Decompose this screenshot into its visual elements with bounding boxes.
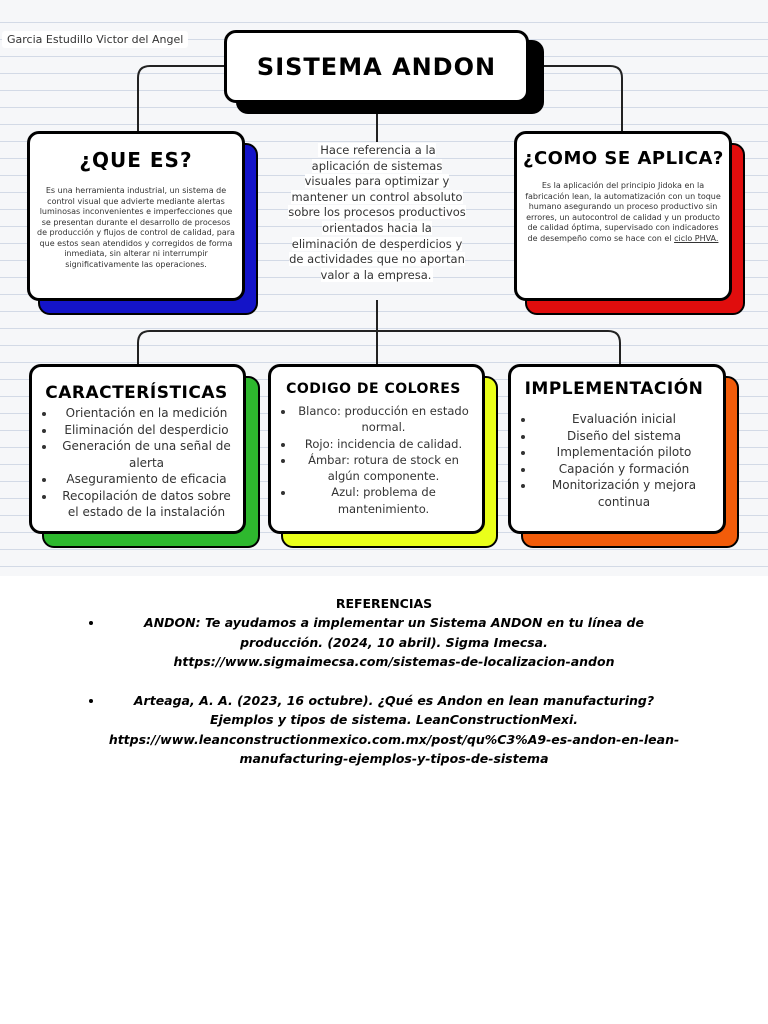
- connector-title-left: [138, 66, 226, 132]
- codigo-colores-item: • Ámbar: rotura de stock en algún componente.: [295, 452, 472, 485]
- caracteristicas-list: [36, 405, 237, 521]
- reference-item: • Arteaga, A. A. (2023, 16 octubre). ¿Qué es Andon en lean manufacturing? Ejemplos y tipos de sistema. LeanConstructionMexi. https://www.leanconstructionmexico.com.mx/post/qu%C3%A9-es-andon-en-lean-manufacturing-ejemplos-y-tipos-de-sistema: [104, 691, 684, 769]
- como-se-aplica-card: [514, 131, 732, 301]
- center-description-text: Hace referencia a la aplicación de sistemas visuales para optimizar y mantener un control absoluto sobre los procesos productivos orientados hacia la eliminación de desperdicios y de actividades que no aportan valor a la empresa.: [288, 143, 466, 282]
- caracteristicas-item: • Orientación en la medición: [56, 405, 237, 422]
- ciclo-phva-link[interactable]: ciclo PHVA.: [674, 233, 719, 243]
- caracteristicas-item: • Eliminación del desperdicio: [56, 422, 237, 439]
- codigo-colores-item: • Blanco: producción en estado normal.: [295, 403, 472, 436]
- codigo-colores-title: CODIGO DE COLORES: [286, 381, 461, 397]
- caracteristicas-item: • Recopilación de datos sobre el estado de la instalación: [56, 488, 237, 521]
- connector-bottom-branch: [138, 331, 620, 364]
- como-se-aplica-title: ¿COMO SE APLICA?: [523, 148, 724, 169]
- caracteristicas-card: [29, 364, 246, 534]
- center-description: [288, 143, 466, 283]
- implementacion-card: [508, 364, 726, 534]
- references-list: [84, 613, 684, 769]
- que-es-text: Es una herramienta industrial, un sistema de control visual que advierte mediante alertas luminosas inconvenientes e imperfecciones que se presentan durante el desarrollo de procesos de producción y flujos de control de calidad, para que estos sean atendidos y corregidos de forma inmediata, sin alterar ni interrumpir significativamente las operaciones.: [37, 186, 235, 269]
- author-name: Garcia Estudillo Victor del Angel: [2, 31, 188, 48]
- que-es-title: ¿QUE ES?: [79, 148, 193, 172]
- references-section: [84, 596, 684, 788]
- implementacion-title: IMPLEMENTACIÓN: [524, 379, 704, 399]
- title-card: [224, 30, 529, 103]
- implementacion-item: • Capación y formación: [535, 461, 713, 478]
- que-es-card: [27, 131, 245, 301]
- codigo-colores-item: • Rojo: incidencia de calidad.: [295, 436, 472, 452]
- como-se-aplica-text: [523, 181, 723, 244]
- caracteristicas-item: • Generación de una señal de alerta: [56, 438, 237, 471]
- implementacion-item: • Evaluación inicial: [535, 411, 713, 428]
- codigo-colores-card: [268, 364, 485, 534]
- reference-item: • ANDON: Te ayudamos a implementar un Sistema ANDON en tu línea de producción. (2024, 10 abril). Sigma Imecsa. https://www.sigmaimecsa.com/sistemas-de-localizacion-andon: [104, 613, 684, 672]
- codigo-colores-item: • Azul: problema de mantenimiento.: [295, 484, 472, 517]
- references-title: REFERENCIAS: [335, 596, 433, 611]
- caracteristicas-item: • Aseguramiento de eficacia: [56, 471, 237, 488]
- codigo-colores-list: [275, 403, 472, 517]
- implementacion-item: • Monitorización y mejora continua: [535, 477, 713, 510]
- implementacion-list: [515, 411, 713, 511]
- implementacion-item: • Implementación piloto: [535, 444, 713, 461]
- page-title: SISTEMA ANDON: [256, 52, 497, 81]
- caracteristicas-title: CARACTERÍSTICAS: [45, 383, 228, 403]
- como-se-aplica-body: Es la aplicación del principio Jidoka en la fabricación lean, la automatización con un toque humano asegurando un proceso productivo sin errores, un autocontrol de calidad y un producto de calidad óptima, supervisado con indicadores de desempeño como se hace con el: [525, 181, 721, 243]
- implementacion-item: • Diseño del sistema: [535, 428, 713, 445]
